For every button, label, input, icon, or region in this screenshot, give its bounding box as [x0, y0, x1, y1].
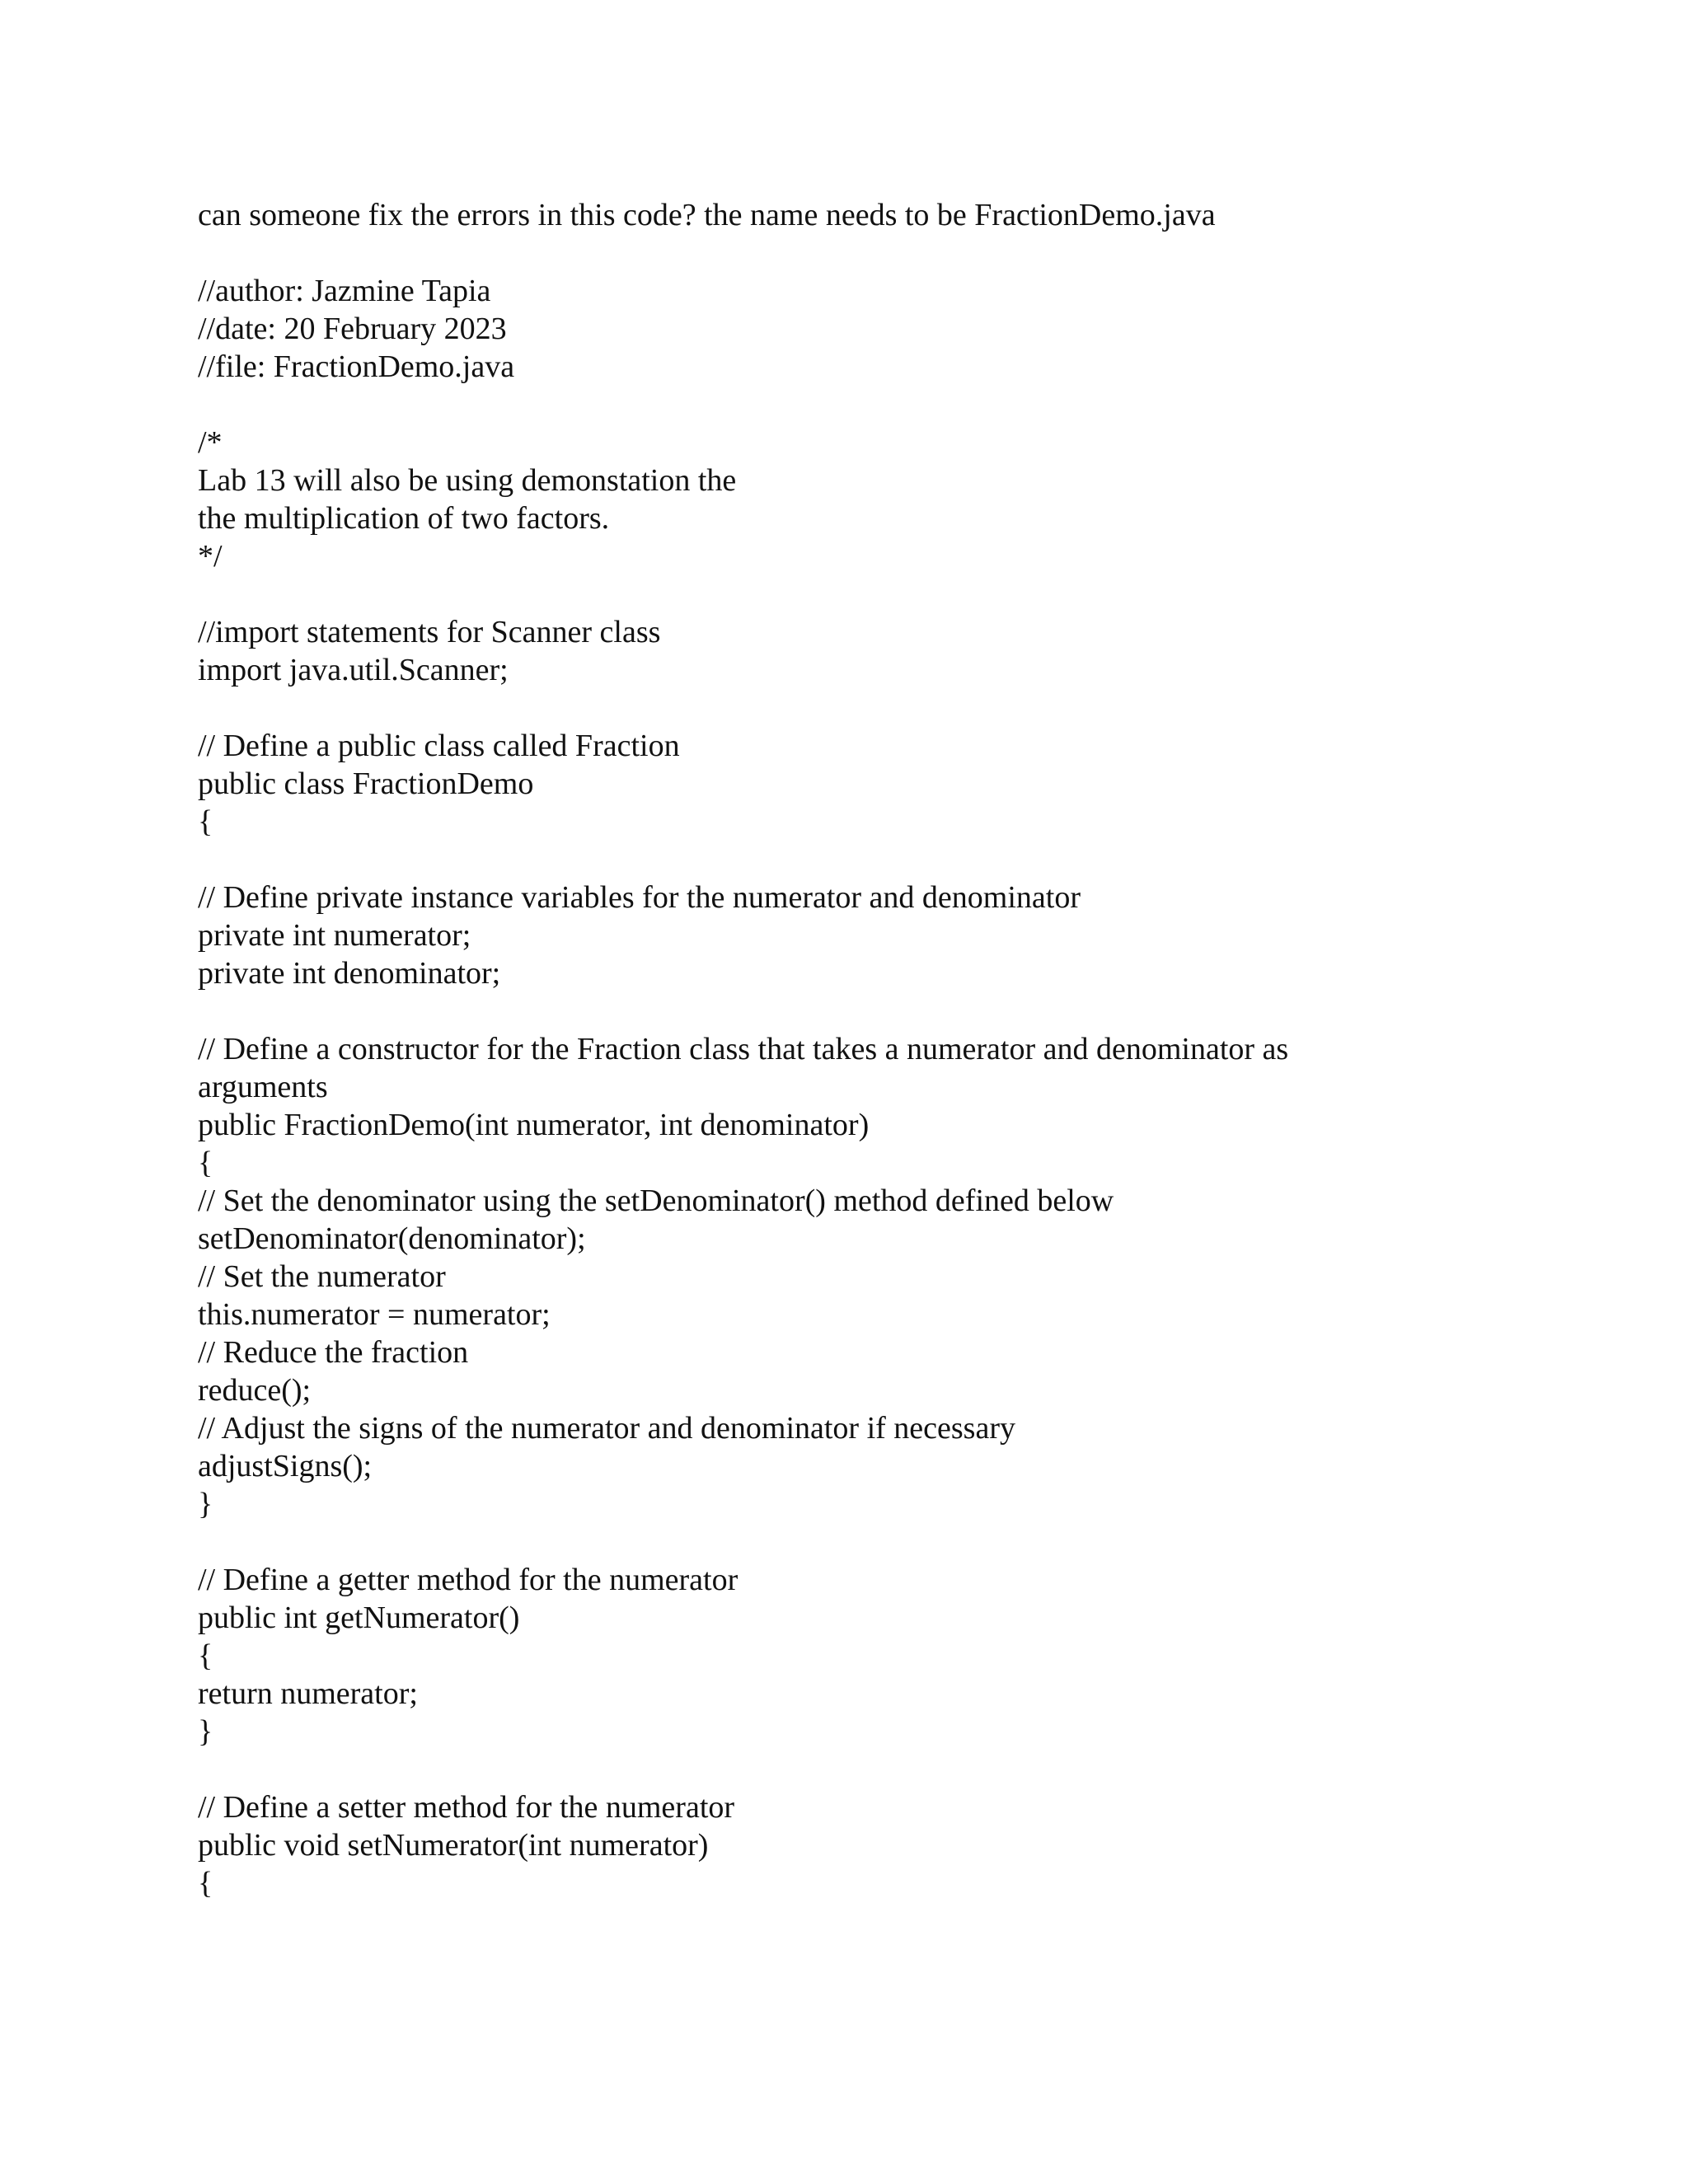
text-line: // Define private instance variables for the numerator and denominator: [198, 880, 1081, 915]
text-line: //import statements for Scanner class: [198, 615, 661, 649]
text-line: public FractionDemo(int numerator, int denominator): [198, 1108, 870, 1142]
blank-line: [198, 841, 1599, 879]
blank-line: [198, 689, 1599, 727]
text-line: //author: Jazmine Tapia: [198, 274, 491, 308]
blank-line: [198, 234, 1599, 272]
text-line: arguments: [198, 1070, 328, 1104]
text-line: private int numerator;: [198, 918, 471, 953]
text-line: */: [198, 539, 223, 574]
text-line: can someone fix the errors in this code? the name needs to be FractionDemo.java: [198, 198, 1216, 232]
text-line: //file: FractionDemo.java: [198, 349, 515, 384]
text-line: {: [198, 1146, 213, 1180]
text-line: /*: [198, 425, 223, 460]
text-line: // Set the denominator using the setDenominator() method defined below: [198, 1183, 1114, 1218]
text-line: {: [198, 1638, 213, 1673]
text-line: // Set the numerator: [198, 1259, 446, 1294]
text-line: Lab 13 will also be using demonstation the: [198, 463, 737, 498]
text-line: }: [198, 1487, 213, 1521]
text-line: //date: 20 February 2023: [198, 312, 507, 346]
blank-line: [198, 1523, 1599, 1561]
text-line: public int getNumerator(): [198, 1601, 520, 1635]
document-text: [198, 196, 1599, 1902]
text-line: this.numerator = numerator;: [198, 1297, 551, 1332]
blank-line: [198, 1750, 1599, 1788]
text-line: reduce();: [198, 1373, 312, 1408]
text-line: {: [198, 804, 213, 839]
text-line: {: [198, 1866, 213, 1900]
text-line: private int denominator;: [198, 956, 501, 991]
text-line: the multiplication of two factors.: [198, 501, 610, 536]
text-line: }: [198, 1714, 213, 1749]
blank-line: [198, 575, 1599, 613]
text-line: public void setNumerator(int numerator): [198, 1828, 709, 1863]
text-line: import java.util.Scanner;: [198, 653, 509, 687]
text-line: // Reduce the fraction: [198, 1335, 469, 1370]
text-line: // Define a constructor for the Fraction class that takes a numerator and denominator as: [198, 1032, 1289, 1066]
blank-line: [198, 386, 1599, 424]
text-line: // Define a public class called Fraction: [198, 729, 680, 763]
text-line: return numerator;: [198, 1676, 418, 1711]
text-line: // Define a getter method for the numerator: [198, 1563, 738, 1597]
text-line: // Define a setter method for the numerator: [198, 1790, 735, 1825]
text-line: setDenominator(denominator);: [198, 1221, 586, 1256]
blank-line: [198, 992, 1599, 1030]
text-line: public class FractionDemo: [198, 766, 534, 801]
text-line: // Adjust the signs of the numerator and denominator if necessary: [198, 1411, 1015, 1446]
text-line: adjustSigns();: [198, 1449, 373, 1483]
